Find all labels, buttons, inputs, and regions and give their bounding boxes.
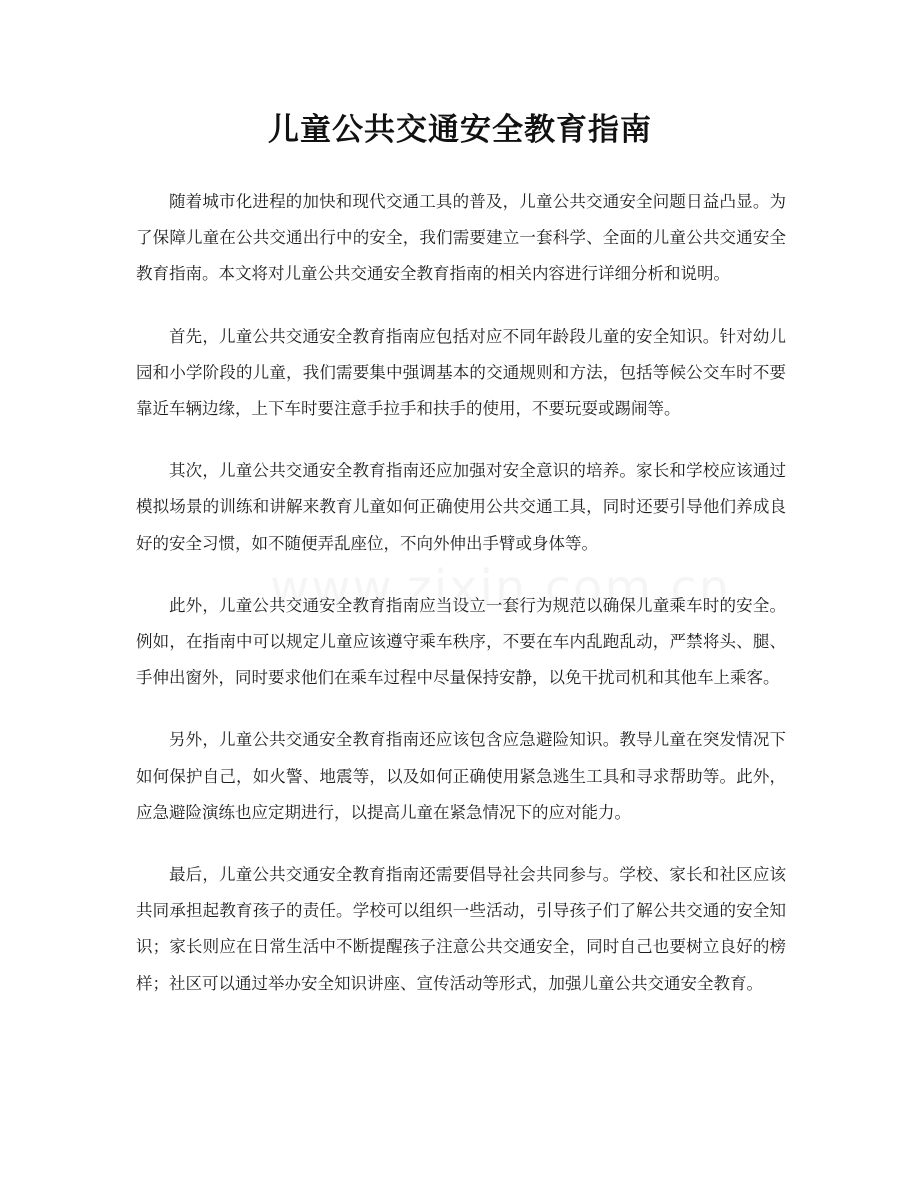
paragraph-first: 首先，儿童公共交通安全教育指南应包括对应不同年龄段儿童的安全知识。针对幼儿园和小学阶段的儿童，我们需要集中强调基本的交通规则和方法，包括等候公交车时不要靠近车辆边缘，上下车时要注意手拉手和扶手的使用，不要玩耍或踢闹等。 xyxy=(136,326,786,419)
paragraph-fourth: 另外，儿童公共交通安全教育指南还应该包含应急避险知识。教导儿童在突发情况下如何保护自己，如火警、地震等，以及如何正确使用紧急逃生工具和寻求帮助等。此外，应急避险演练也应定期进行，以提高儿童在紧急情况下的应对能力。 xyxy=(136,730,786,822)
paragraph-last: 最后，儿童公共交通安全教育指南还需要倡导社会共同参与。学校、家长和社区应该共同承担起教育孩子的责任。学校可以组织一些活动，引导孩子们了解公共交通的安全知识；家长则应在日常生活中不断提醒孩子注意公共交通安全，同时自己也要树立良好的榜样；社区可以通过举办安全知识讲座、宣传活动等形式，加强儿童公共交通安全教育。 xyxy=(136,865,786,993)
paragraph-intro: 随着城市化进程的加快和现代交通工具的普及，儿童公共交通安全问题日益凸显。为了保障儿童在公共交通出行中的安全，我们需要建立一套科学、全面的儿童公共交通安全教育指南。本文将对儿童公共交通安全教育指南的相关内容进行详细分析和说明。 xyxy=(136,192,786,284)
document-title: 儿童公共交通安全教育指南 xyxy=(268,112,652,148)
paragraph-third: 此外，儿童公共交通安全教育指南应当设立一套行为规范以确保儿童乘车时的安全。例如，在指南中可以规定儿童应该遵守乘车秩序，不要在车内乱跑乱动，严禁将头、腿、手伸出窗外，同时要求他们在乘车过程中尽量保持安静，以免干扰司机和其他车上乘客。 xyxy=(136,595,786,688)
document-body xyxy=(136,184,786,1028)
paragraph-second: 其次，儿童公共交通安全教育指南还应加强对安全意识的培养。家长和学校应该通过模拟场景的训练和讲解来教育儿童如何正确使用公共交通工具，同时还要引导他们养成良好的安全习惯，如不随便弄乱座位，不向外伸出手臂或身体等。 xyxy=(136,461,786,553)
